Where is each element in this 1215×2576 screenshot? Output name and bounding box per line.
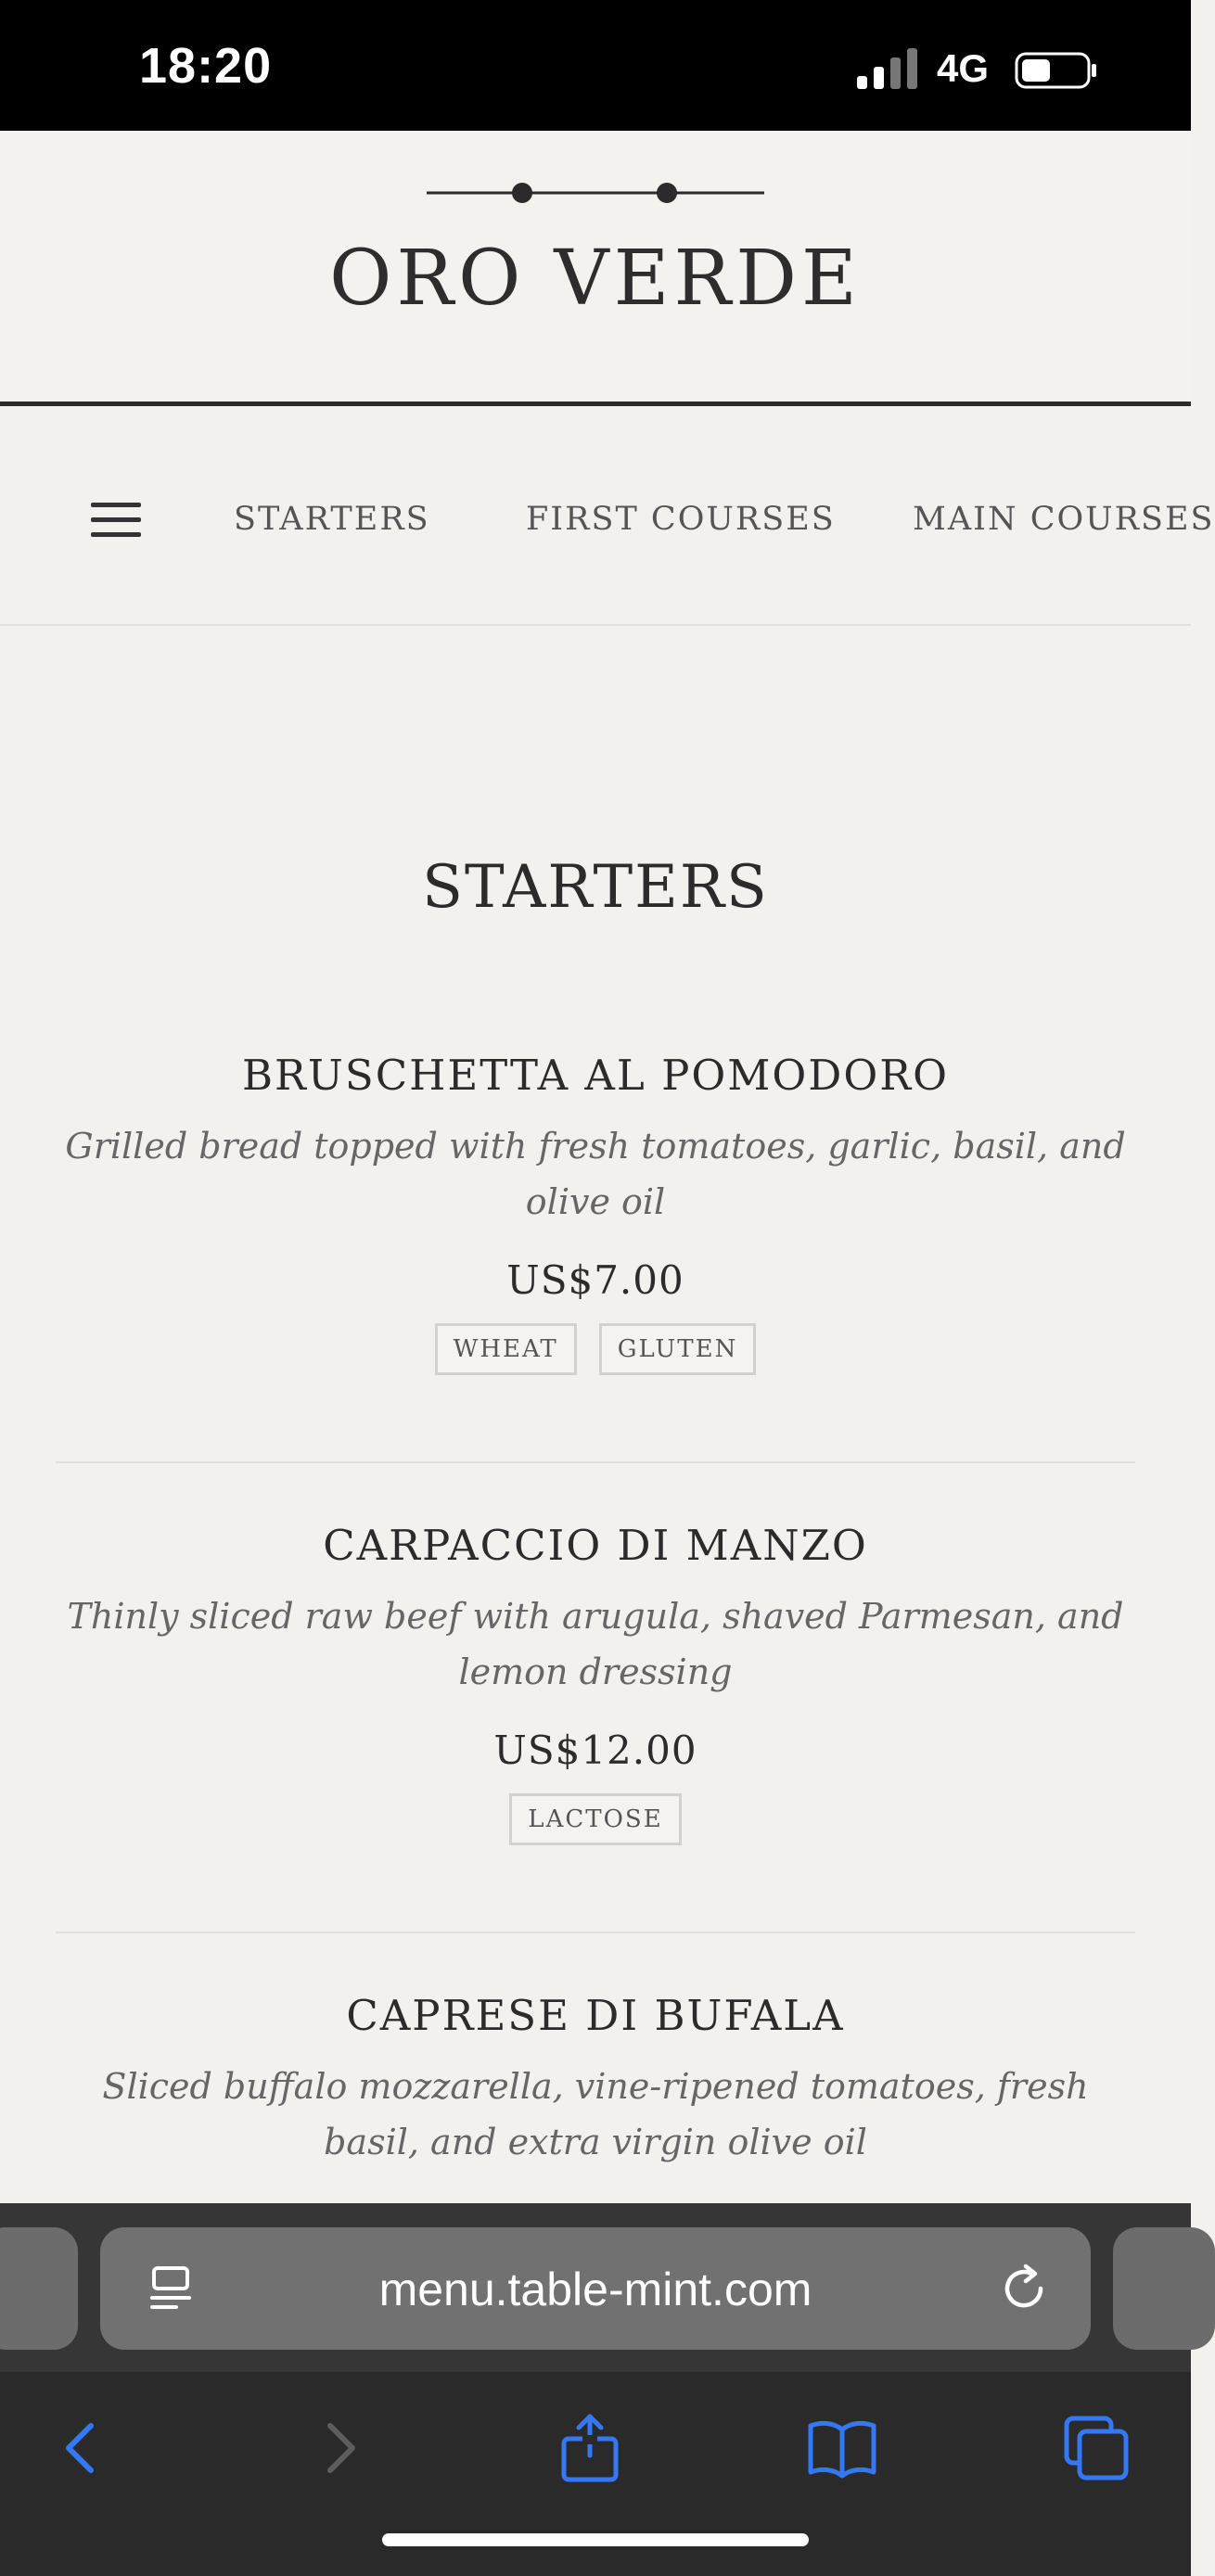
category-nav — [0, 406, 1215, 626]
home-indicator — [382, 2533, 809, 2546]
forward-icon[interactable] — [304, 2413, 375, 2483]
item-price: US$7.00 — [506, 1257, 684, 1303]
bookmarks-icon[interactable] — [807, 2413, 877, 2483]
previous-tab-preview[interactable] — [0, 2227, 78, 2350]
network-type: 4G — [937, 46, 990, 90]
nav-item-main-courses[interactable]: MAIN COURSES — [913, 501, 1215, 538]
menu-item[interactable] — [56, 1518, 1135, 1845]
restaurant-name[interactable]: ORO VERDE — [329, 235, 862, 323]
next-tab-preview[interactable] — [1113, 2227, 1215, 2350]
item-description: Grilled bread topped with fresh tomatoes, garlic, basil, and olive oil — [65, 1126, 1126, 1222]
allergen-tags — [56, 1793, 1135, 1845]
section-title: STARTERS — [422, 853, 769, 922]
item-description: Thinly sliced raw beef with arugula, shaved Parmesan, and lemon dressing — [67, 1596, 1124, 1692]
brand-header — [0, 131, 1191, 406]
tabs-icon[interactable] — [1061, 2413, 1132, 2483]
item-name: BRUSCHETTA AL POMODORO — [241, 1051, 949, 1100]
allergen-tag: WHEAT — [435, 1323, 577, 1375]
item-name: CAPRESE DI BUFALA — [346, 1991, 845, 2040]
nav-item-first-courses[interactable]: FIRST COURSES — [526, 501, 836, 538]
reload-icon[interactable] — [998, 2261, 1054, 2316]
status-bar — [0, 0, 1191, 131]
nav-overflow — [913, 406, 1215, 624]
address-bar[interactable] — [100, 2227, 1091, 2350]
share-icon[interactable] — [555, 2413, 625, 2483]
allergen-tags — [56, 1323, 1135, 1375]
allergen-tag: GLUTEN — [599, 1323, 757, 1375]
battery-icon — [1015, 52, 1098, 89]
menu-item[interactable] — [56, 1048, 1135, 1375]
item-divider — [56, 1461, 1135, 1463]
url-text[interactable]: menu.table-mint.com — [378, 2264, 812, 2315]
item-description: Sliced buffalo mozzarella, vine-ripened tomatoes, fresh basil, and extra virgin olive oil — [102, 2066, 1089, 2162]
cellular-signal-icon — [855, 48, 920, 89]
item-name: CARPACCIO DI MANZO — [323, 1521, 868, 1570]
back-icon[interactable] — [46, 2413, 117, 2483]
item-price: US$12.00 — [493, 1728, 697, 1773]
browser-bar — [0, 2203, 1191, 2576]
allergen-tag: LACTOSE — [509, 1793, 681, 1845]
browser-toolbar — [0, 2372, 1191, 2576]
nav-item-starters[interactable]: STARTERS — [234, 501, 430, 538]
item-divider — [56, 1932, 1135, 1933]
status-time: 18:20 — [139, 38, 273, 94]
ornament-divider-icon — [427, 179, 764, 207]
hamburger-icon[interactable] — [91, 503, 141, 540]
menu-item[interactable] — [56, 1988, 1135, 2170]
